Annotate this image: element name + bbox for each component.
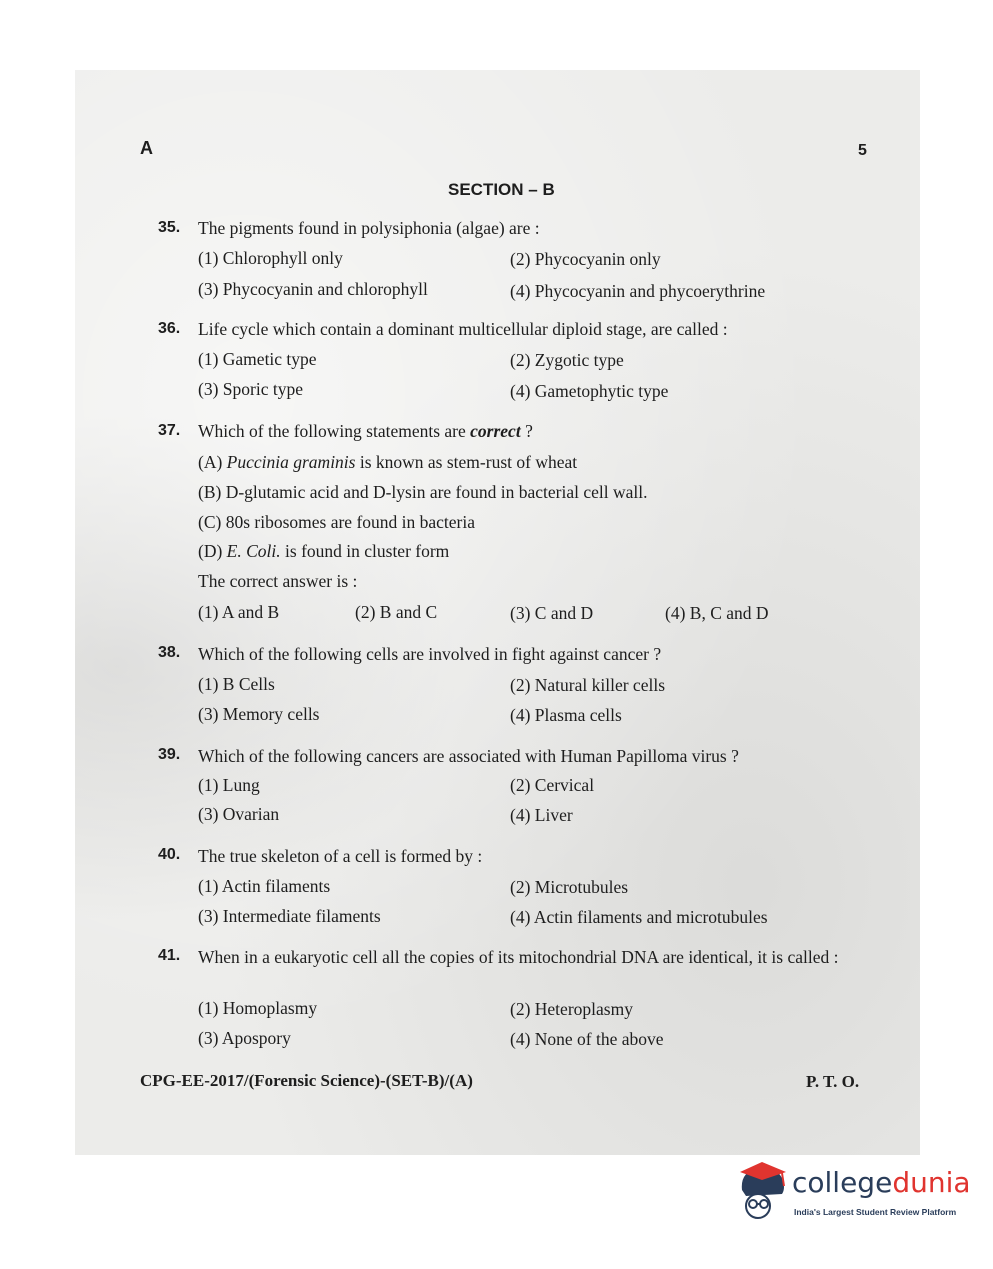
option: (1) Gametic type	[198, 349, 317, 369]
brand-name: collegedunia	[792, 1166, 971, 1199]
paper-code: CPG-EE-2017/(Forensic Science)-(SET-B)/(A)	[140, 1071, 473, 1090]
question-text: Which of the following cancers are associated with Human Papilloma virus ?	[198, 746, 739, 766]
question-number: 38.	[158, 644, 181, 661]
question-number: 35.	[158, 219, 181, 236]
option: (3) Apospory	[198, 1028, 291, 1048]
option: (1) Chlorophyll only	[198, 248, 343, 268]
question-number: 41.	[158, 947, 181, 964]
question-number: 40.	[158, 846, 181, 863]
option: (1) Actin filaments	[198, 876, 331, 896]
question-text: The true skeleton of a cell is formed by :	[198, 846, 483, 866]
statement: (B) D-glutamic acid and D-lysin are found in bacterial cell wall.	[198, 482, 648, 502]
option: (4) Phycocyanin and phycoerythrine	[510, 281, 766, 301]
option: (2) Heteroplasmy	[510, 999, 633, 1019]
statement: (A) Puccinia graminis is known as stem-rust of wheat	[198, 452, 578, 472]
question-text: Which of the following statements are correct ?	[198, 421, 533, 441]
option: (1) Lung	[198, 775, 260, 795]
answer-prompt: The correct answer is :	[198, 571, 358, 591]
option: (2) Microtubules	[510, 877, 629, 897]
question-number: 37.	[158, 422, 181, 439]
option: (2) Zygotic type	[510, 350, 624, 370]
statement: (C) 80s ribosomes are found in bacteria	[198, 512, 476, 532]
collegedunia-logo[interactable]	[736, 1160, 971, 1228]
option: (3) C and D	[510, 603, 594, 623]
set-letter: A	[140, 138, 153, 158]
option: (3) Ovarian	[198, 804, 280, 824]
option: (4) B, C and D	[665, 603, 769, 623]
statement: (D) E. Coli. is found in cluster form	[198, 541, 450, 561]
please-turn-over: P. T. O.	[806, 1072, 860, 1091]
page-number: 5	[858, 142, 867, 159]
option: (2) Natural killer cells	[510, 675, 666, 695]
mascot-icon	[736, 1160, 792, 1222]
option: (3) Sporic type	[198, 379, 303, 399]
option: (4) Plasma cells	[510, 705, 622, 725]
section-title: SECTION – B	[448, 180, 555, 199]
option: (1) B Cells	[198, 674, 275, 694]
option: (4) None of the above	[510, 1029, 664, 1049]
option: (3) Intermediate filaments	[198, 906, 381, 926]
question-text: Life cycle which contain a dominant multicellular diploid stage, are called :	[198, 319, 728, 339]
option: (1) A and B	[198, 602, 280, 622]
question-number: 39.	[158, 746, 181, 763]
option: (2) B and C	[355, 602, 438, 622]
question-text: When in a eukaryotic cell all the copies of its mitochondrial DNA are identical, it is called :	[198, 947, 839, 967]
option: (1) Homoplasmy	[198, 998, 318, 1018]
option: (4) Gametophytic type	[510, 381, 669, 401]
question-text: The pigments found in polysiphonia (algae) are :	[198, 218, 540, 238]
question-text: Which of the following cells are involved in fight against cancer ?	[198, 644, 662, 664]
option: (2) Phycocyanin only	[510, 249, 661, 269]
option: (2) Cervical	[510, 775, 595, 795]
option: (3) Phycocyanin and chlorophyll	[198, 279, 428, 299]
question-number: 36.	[158, 320, 181, 337]
option: (4) Liver	[510, 805, 573, 825]
option: (4) Actin filaments and microtubules	[510, 907, 768, 927]
brand-tagline: India's Largest Student Review Platform	[794, 1207, 957, 1217]
option: (3) Memory cells	[198, 704, 320, 724]
